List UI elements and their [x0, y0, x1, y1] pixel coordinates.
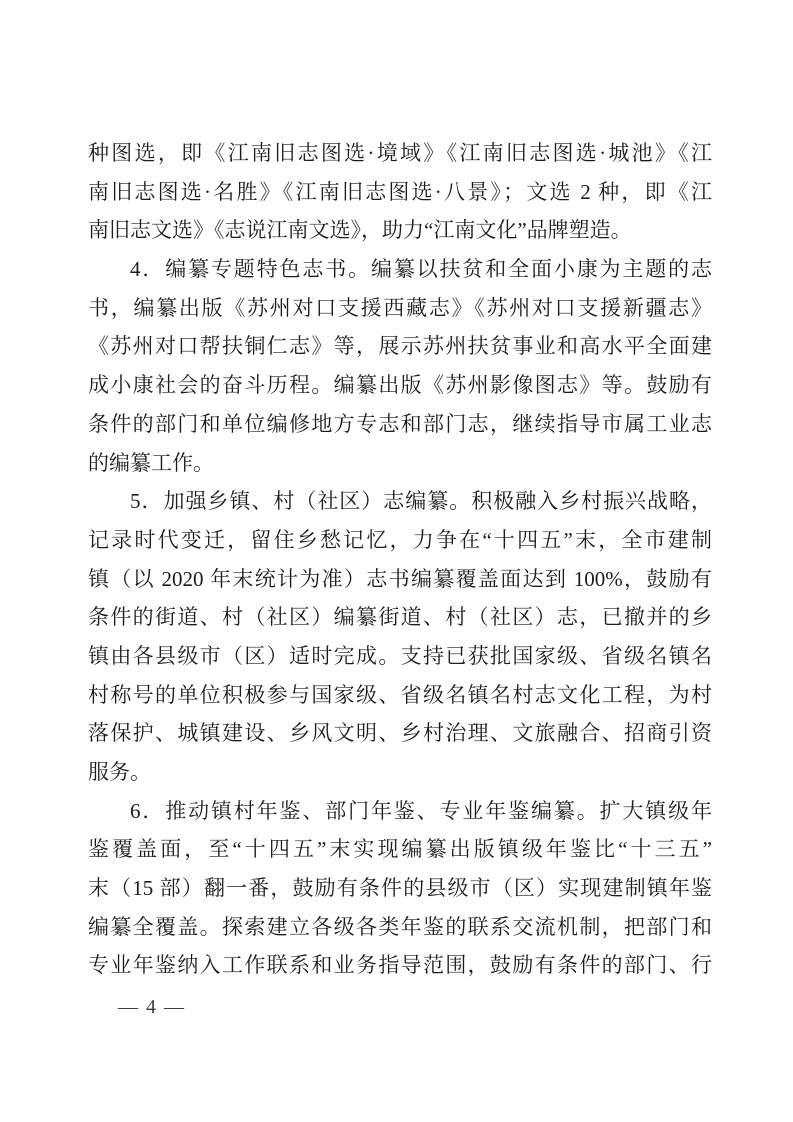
text-line: 落保护、城镇建设、乡风文明、乡村治理、文旅融合、招商引资 [88, 721, 712, 746]
text-line: 村称号的单位积极参与国家级、省级名镇名村志文化工程，为村 [88, 682, 712, 707]
text-line: 成小康社会的奋斗历程。编纂出版《苏州影像图志》等。鼓励有 [88, 373, 712, 398]
text-line: 条件的部门和单位编修地方专志和部门志，继续指导市属工业志 [88, 411, 712, 436]
text-line: 鉴覆盖面，至“十四五”末实现编纂出版镇级年鉴比“十三五” [88, 837, 712, 862]
text-line: 条件的街道、村（社区）编纂街道、村（社区）志，已撤并的乡 [88, 605, 712, 630]
text-line: 种图选，即《江南旧志图选·境域》《江南旧志图选·城池》《江 [88, 141, 712, 165]
text-line: 专业年鉴纳入工作联系和业务指导范围，鼓励有条件的部门、行 [88, 953, 712, 978]
text-line: 6．推动镇村年鉴、部门年鉴、专业年鉴编纂。扩大镇级年 [130, 798, 712, 823]
text-block [88, 134, 712, 985]
text-line: 南旧志文选》《志说江南文选》，助力“江南文化”品牌塑造。 [88, 218, 632, 243]
text-line: 5．加强乡镇、村（社区）志编纂。积极融入乡村振兴战略， [130, 489, 712, 514]
text-line: 的编纂工作。 [88, 450, 214, 475]
text-line: 镇（以 2020 年末统计为准）志书编纂覆盖面达到 100%，鼓励有 [88, 566, 712, 591]
text-line: 末（15 部）翻一番，鼓励有条件的县级市（区）实现建制镇年鉴 [88, 876, 712, 901]
page-number: — 4 — [118, 996, 186, 1018]
text-line: 书，编纂出版《苏州对口支援西藏志》《苏州对口支援新疆志》 [88, 295, 712, 320]
text-line: 记录时代变迁，留住乡愁记忆，力争在“十四五”末，全市建制 [88, 527, 712, 552]
text-line: 《苏州对口帮扶铜仁志》等，展示苏州扶贫事业和高水平全面建 [88, 334, 712, 359]
text-line: 服务。 [88, 760, 151, 784]
text-line: 南旧志图选·名胜》《江南旧志图选·八景》；文选 2 种，即《江 [88, 179, 712, 204]
text-line: 编纂全覆盖。探索建立各级各类年鉴的联系交流机制，把部门和 [88, 914, 712, 939]
text-line: 4．编纂专题特色志书。编纂以扶贫和全面小康为主题的志 [130, 257, 712, 282]
text-line: 镇由各县级市（区）适时完成。支持已获批国家级、省级名镇名 [88, 643, 712, 668]
